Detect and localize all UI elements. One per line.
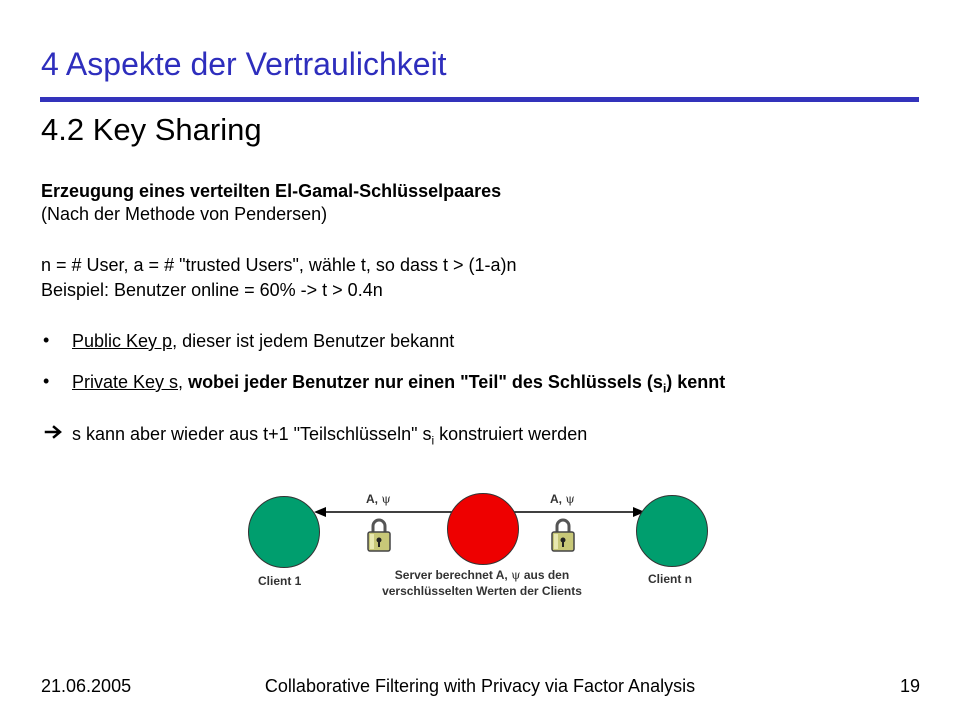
psi-symbol: ψ: [511, 568, 521, 582]
slide-title: 4 Aspekte der Vertraulichkeit: [41, 46, 447, 82]
subscript-i: i: [431, 433, 435, 448]
server-node: [447, 493, 519, 565]
example-line: Beispiel: Benutzer online = 60% -> t > 0.4n: [41, 280, 383, 300]
conclusion-end: konstruiert werden: [434, 424, 588, 444]
client-1-label: Client 1: [258, 574, 302, 588]
server-label-part-a: Server berechnet A,: [394, 568, 508, 582]
bullet-bold-start: wobei jeder Benutzer nur einen "Teil" des Schlüssels (s: [188, 372, 663, 392]
client-n-node: [636, 495, 708, 567]
padlock-icon: [550, 517, 576, 553]
bullet-marker: •: [43, 371, 50, 391]
server-label-part-b: aus den: [523, 568, 570, 582]
public-key-term: Public Key p: [72, 331, 173, 351]
page-number: 19: [899, 676, 920, 696]
bullet-comma: ,: [178, 372, 189, 392]
client-n-label: Client n: [648, 572, 692, 586]
subscript-i: i: [662, 381, 667, 396]
client-1-node: [248, 496, 320, 568]
bullet-rest: , dieser ist jedem Benutzer bekannt: [172, 331, 455, 351]
footer-date: 21.06.2005: [41, 676, 132, 696]
conclusion-start: s kann aber wieder aus t+1 "Teilschlüsseln" s: [72, 424, 432, 444]
psi-symbol: ψ: [381, 492, 391, 506]
server-label-line2: verschlüsselten Werten der Clients: [382, 584, 582, 598]
server-label-line1: [372, 567, 592, 583]
arrow-right-label-text: A,: [550, 492, 562, 506]
heading: Erzeugung eines verteilten El-Gamal-Schlüsselpaares: [41, 181, 502, 201]
private-key-term: Private Key s: [72, 372, 179, 392]
bullet-marker: •: [43, 330, 50, 350]
psi-symbol: ψ: [565, 492, 575, 506]
padlock-icon: [366, 517, 392, 553]
bullet-bold-end: ) kennt: [666, 372, 726, 392]
server-label: [372, 567, 592, 599]
arrow-left-label-text: A,: [366, 492, 378, 506]
footer-title: Collaborative Filtering with Privacy via Factor Analysis: [264, 676, 696, 696]
heading-note: (Nach der Methode von Pendersen): [41, 204, 328, 224]
slide-subtitle: 4.2 Key Sharing: [41, 112, 262, 147]
formula-line: n = # User, a = # "trusted Users", wähle t, so dass t > (1-a)n: [41, 255, 517, 275]
arrow-right-label: [550, 492, 575, 506]
arrow-left-label: [366, 492, 391, 506]
